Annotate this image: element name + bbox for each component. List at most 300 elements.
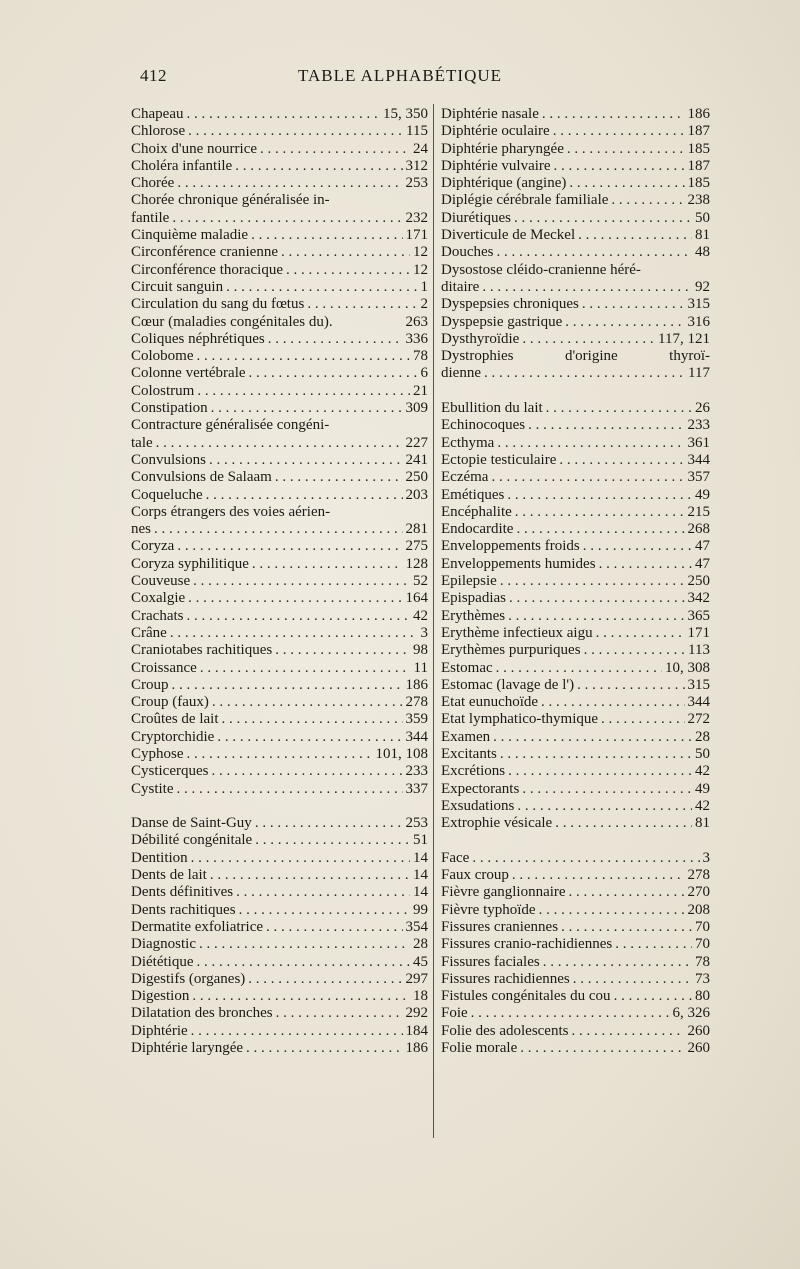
page-reference: 78 bbox=[413, 348, 428, 365]
dot-leader bbox=[496, 660, 662, 677]
index-term: Enveloppements humides bbox=[441, 555, 596, 572]
page-reference: 270 bbox=[687, 884, 710, 901]
page-reference: 316 bbox=[687, 313, 710, 330]
index-term: Coryza syphilitique bbox=[131, 555, 249, 572]
dot-leader bbox=[546, 400, 692, 417]
index-term: Choléra infantile bbox=[131, 157, 233, 174]
dot-leader bbox=[177, 175, 402, 192]
index-term: Cyphose bbox=[131, 745, 184, 762]
index-entry bbox=[131, 538, 428, 555]
index-entry bbox=[131, 815, 428, 832]
index-entry bbox=[441, 988, 710, 1005]
dot-leader bbox=[539, 902, 685, 919]
page-reference: 21 bbox=[413, 382, 428, 399]
index-term: Diphtérie bbox=[131, 1022, 188, 1039]
index-entry bbox=[131, 383, 428, 400]
page-reference: 309 bbox=[405, 400, 428, 417]
dot-leader bbox=[255, 815, 403, 832]
index-term: Chlorose bbox=[131, 123, 186, 140]
page-reference: 52 bbox=[413, 573, 428, 590]
page-reference: 208 bbox=[687, 901, 710, 918]
index-entry bbox=[441, 435, 710, 452]
index-entry bbox=[131, 348, 428, 365]
dot-leader bbox=[528, 417, 684, 434]
index-term: Erythème infectieux aigu bbox=[441, 624, 593, 641]
index-entry-continued: Dystrophies d'origine thyroï- bbox=[441, 348, 710, 365]
dot-leader bbox=[599, 556, 692, 573]
page-reference: 187 bbox=[687, 157, 710, 174]
dot-leader bbox=[209, 452, 402, 469]
dot-leader bbox=[191, 850, 410, 867]
dot-leader bbox=[573, 971, 692, 988]
index-entry bbox=[131, 729, 428, 746]
page-reference: 18 bbox=[413, 988, 428, 1005]
index-entry bbox=[441, 227, 710, 244]
page-reference: 171 bbox=[687, 624, 710, 641]
dot-leader bbox=[577, 677, 684, 694]
index-entry bbox=[441, 1023, 710, 1040]
page-reference: 11 bbox=[413, 659, 428, 676]
page-reference: 315 bbox=[687, 296, 710, 313]
dot-leader bbox=[221, 711, 402, 728]
index-entry bbox=[131, 746, 428, 763]
index-entry bbox=[441, 487, 710, 504]
index-entry bbox=[441, 729, 710, 746]
page-reference: 253 bbox=[405, 815, 428, 832]
page-reference: 113 bbox=[688, 642, 710, 659]
index-term: Dentition bbox=[131, 849, 188, 866]
dot-leader bbox=[500, 573, 685, 590]
index-term: Croûtes de lait bbox=[131, 711, 219, 728]
page-reference: 260 bbox=[687, 1022, 710, 1039]
dot-leader bbox=[516, 521, 684, 538]
dot-leader bbox=[211, 400, 403, 417]
index-entry bbox=[441, 573, 710, 590]
index-entry bbox=[441, 314, 710, 331]
index-term: Débilité congénitale bbox=[131, 832, 253, 849]
dot-leader bbox=[611, 192, 684, 209]
page-reference: 15, 350 bbox=[383, 106, 428, 122]
dot-leader bbox=[248, 971, 402, 988]
dot-leader bbox=[197, 383, 410, 400]
index-term: Erythèmes purpuriques bbox=[441, 642, 581, 659]
index-term: Cystite bbox=[131, 780, 174, 797]
dot-leader bbox=[154, 521, 403, 538]
page-reference: 3 bbox=[420, 624, 428, 641]
index-term: Diphtérie oculaire bbox=[441, 123, 550, 140]
index-entry bbox=[441, 677, 710, 694]
index-term: Dyspepsie gastrique bbox=[441, 313, 563, 330]
index-entry bbox=[441, 625, 710, 642]
index-entry bbox=[441, 1040, 710, 1057]
page-reference: 47 bbox=[695, 538, 710, 555]
dot-leader bbox=[226, 279, 417, 296]
index-entry bbox=[441, 365, 710, 382]
index-entry bbox=[131, 521, 428, 538]
index-entry bbox=[441, 279, 710, 296]
page-reference: 272 bbox=[687, 711, 710, 728]
dot-leader bbox=[500, 746, 692, 763]
dot-leader bbox=[200, 660, 411, 677]
index-term: Ectopie testiculaire bbox=[441, 451, 557, 468]
index-term: Coxalgie bbox=[131, 590, 186, 607]
index-term: Colostrum bbox=[131, 382, 195, 399]
index-entry bbox=[131, 867, 428, 884]
index-entry bbox=[441, 815, 710, 832]
index-entry bbox=[441, 919, 710, 936]
dot-leader bbox=[235, 158, 402, 175]
index-term: Convulsions de Salaam bbox=[131, 469, 272, 486]
index-entry bbox=[131, 608, 428, 625]
dot-leader bbox=[553, 123, 685, 140]
page-reference: 70 bbox=[695, 918, 710, 935]
dot-leader bbox=[156, 435, 403, 452]
index-term: Extrophie vésicale bbox=[441, 815, 553, 832]
page-reference: 92 bbox=[695, 278, 710, 295]
index-entry bbox=[131, 677, 428, 694]
index-term: Emétiques bbox=[441, 486, 505, 503]
index-term: Fièvre typhoïde bbox=[441, 901, 536, 918]
dot-leader bbox=[266, 919, 402, 936]
index-entry bbox=[441, 469, 710, 486]
dot-leader bbox=[484, 365, 685, 382]
index-entry bbox=[131, 850, 428, 867]
page-reference: 312 bbox=[405, 157, 428, 174]
index-entry bbox=[441, 711, 710, 728]
index-term: Couveuse bbox=[131, 573, 191, 590]
page-reference: 49 bbox=[695, 780, 710, 797]
index-entry bbox=[441, 192, 710, 209]
index-entry bbox=[131, 469, 428, 486]
dot-leader bbox=[172, 677, 403, 694]
page-reference: 281 bbox=[405, 521, 428, 538]
index-entry bbox=[131, 400, 428, 417]
page-reference: 186 bbox=[405, 676, 428, 693]
dot-leader bbox=[177, 538, 402, 555]
index-term: Dents de lait bbox=[131, 867, 207, 884]
dot-leader bbox=[177, 781, 403, 798]
index-entry bbox=[131, 487, 428, 504]
page-reference: 184 bbox=[405, 1022, 428, 1039]
page-reference: 260 bbox=[687, 1040, 710, 1057]
index-entry bbox=[131, 660, 428, 677]
index-entry bbox=[131, 435, 428, 452]
dot-leader bbox=[508, 608, 684, 625]
index-entry bbox=[441, 642, 710, 659]
page-reference: 6 bbox=[420, 365, 428, 382]
index-term: Cysticerques bbox=[131, 763, 209, 780]
dot-leader bbox=[239, 902, 410, 919]
dot-leader bbox=[186, 608, 410, 625]
index-term: Circulation du sang du fœtus bbox=[131, 296, 305, 313]
page-reference: 344 bbox=[405, 728, 428, 745]
index-term: Dysthyroïdie bbox=[441, 330, 520, 347]
page-reference: 80 bbox=[695, 988, 710, 1005]
index-entry bbox=[131, 694, 428, 711]
page-reference: 227 bbox=[405, 434, 428, 451]
index-entry bbox=[441, 763, 710, 780]
dot-leader bbox=[186, 106, 380, 123]
index-term: Diphtérie laryngée bbox=[131, 1040, 244, 1057]
index-term: Dents rachitiques bbox=[131, 901, 236, 918]
page-reference: 48 bbox=[695, 244, 710, 261]
dot-leader bbox=[508, 763, 692, 780]
index-entry bbox=[441, 417, 710, 434]
index-entry bbox=[441, 400, 710, 417]
index-entry bbox=[131, 106, 428, 123]
dot-leader bbox=[517, 798, 692, 815]
dot-leader bbox=[281, 244, 410, 261]
page-reference: 1 bbox=[420, 278, 428, 295]
dot-leader bbox=[187, 746, 373, 763]
dot-leader bbox=[522, 331, 655, 348]
index-entry bbox=[131, 279, 428, 296]
index-term: Enveloppements froids bbox=[441, 538, 580, 555]
index-entry bbox=[131, 625, 428, 642]
dot-leader bbox=[199, 936, 410, 953]
dot-leader bbox=[515, 504, 685, 521]
index-term: Diététique bbox=[131, 953, 194, 970]
dot-leader bbox=[615, 936, 692, 953]
dot-leader bbox=[514, 210, 692, 227]
page-reference: 117, 121 bbox=[658, 330, 710, 347]
page-reference: 6, 326 bbox=[672, 1005, 710, 1022]
index-term: Chorée bbox=[131, 175, 175, 192]
index-entry bbox=[131, 365, 428, 382]
page-reference: 278 bbox=[687, 867, 710, 884]
index-entry bbox=[131, 832, 428, 849]
index-entry bbox=[441, 210, 710, 227]
dot-leader bbox=[193, 573, 410, 590]
dot-leader bbox=[522, 781, 692, 798]
dot-leader bbox=[578, 227, 692, 244]
page-reference: 10, 308 bbox=[665, 659, 710, 676]
dot-leader bbox=[236, 884, 410, 901]
index-term: Etat eunuchoïde bbox=[441, 694, 539, 711]
index-term: Fièvre ganglionnaire bbox=[441, 884, 566, 901]
index-entry bbox=[441, 954, 710, 971]
page-reference: 2 bbox=[420, 296, 428, 313]
dot-leader bbox=[307, 296, 417, 313]
page-reference: 357 bbox=[687, 469, 710, 486]
page-reference: 241 bbox=[405, 451, 428, 468]
index-entry bbox=[441, 106, 710, 123]
page-reference: 336 bbox=[405, 330, 428, 347]
page-reference: 3 bbox=[702, 849, 710, 866]
index-term: Diphtérie vulvaire bbox=[441, 157, 551, 174]
page-reference: 171 bbox=[405, 227, 428, 244]
index-term: Diphtérie nasale bbox=[441, 106, 539, 122]
index-term: Diphtérique (angine) bbox=[441, 175, 567, 192]
index-entry bbox=[131, 1005, 428, 1022]
page-reference: 28 bbox=[413, 936, 428, 953]
index-term: Excrétions bbox=[441, 763, 506, 780]
index-term: Crachats bbox=[131, 607, 184, 624]
index-entry-continued: Contracture généralisée congéni- bbox=[131, 417, 330, 434]
index-term: Danse de Saint-Guy bbox=[131, 815, 252, 832]
index-term: fantile bbox=[131, 209, 170, 226]
page-reference: 278 bbox=[405, 694, 428, 711]
page-reference: 47 bbox=[695, 555, 710, 572]
index-entry bbox=[131, 158, 428, 175]
dot-leader bbox=[583, 538, 692, 555]
index-entry bbox=[441, 884, 710, 901]
page-reference: 365 bbox=[687, 607, 710, 624]
index-term: Colonne vertébrale bbox=[131, 365, 246, 382]
dot-leader bbox=[565, 314, 684, 331]
dot-leader bbox=[543, 954, 692, 971]
index-term: Epispadias bbox=[441, 590, 506, 607]
dot-leader bbox=[251, 227, 402, 244]
index-term: Circonférence cranienne bbox=[131, 244, 278, 261]
index-term: Encéphalite bbox=[441, 503, 512, 520]
page-reference: 73 bbox=[695, 970, 710, 987]
index-entry bbox=[441, 141, 710, 158]
index-term: Fissures faciales bbox=[441, 953, 540, 970]
index-entry bbox=[131, 1040, 428, 1057]
page-number: 412 bbox=[140, 66, 167, 85]
dot-leader bbox=[217, 729, 402, 746]
dot-leader bbox=[472, 850, 699, 867]
index-term: Fissures rachidiennes bbox=[441, 970, 570, 987]
page-reference: 12 bbox=[413, 244, 428, 261]
index-term: Epilepsie bbox=[441, 573, 497, 590]
page-reference: 186 bbox=[405, 1040, 428, 1057]
dot-leader bbox=[614, 988, 692, 1005]
dot-leader bbox=[507, 487, 692, 504]
index-term: Diplégie cérébrale familiale bbox=[441, 192, 609, 209]
page-reference: 354 bbox=[405, 918, 428, 935]
page-reference: 268 bbox=[687, 521, 710, 538]
dot-leader bbox=[249, 365, 418, 382]
page-reference: 81 bbox=[695, 227, 710, 244]
index-entry bbox=[131, 763, 428, 780]
dot-leader bbox=[275, 469, 403, 486]
dot-leader bbox=[555, 815, 692, 832]
page-reference: 42 bbox=[695, 763, 710, 780]
index-term: Folie morale bbox=[441, 1040, 518, 1057]
index-term: Examen bbox=[441, 728, 491, 745]
index-term: Eczéma bbox=[441, 469, 489, 486]
dot-leader bbox=[260, 141, 410, 158]
page-reference: 253 bbox=[405, 175, 428, 192]
dot-leader bbox=[246, 1040, 402, 1057]
index-entry bbox=[131, 902, 428, 919]
index-entry bbox=[131, 781, 428, 798]
index-term: Dents définitives bbox=[131, 884, 234, 901]
index-term: Diverticule de Meckel bbox=[441, 227, 576, 244]
index-term: nes bbox=[131, 521, 151, 538]
dot-leader bbox=[601, 711, 684, 728]
page-reference: 203 bbox=[405, 486, 428, 503]
dot-leader bbox=[509, 590, 685, 607]
column-divider bbox=[433, 104, 434, 1138]
index-entry bbox=[441, 867, 710, 884]
index-term: Choix d'une nourrice bbox=[131, 140, 258, 157]
index-term: tale bbox=[131, 434, 153, 451]
page-reference: 24 bbox=[413, 140, 428, 157]
index-entry bbox=[131, 141, 428, 158]
dot-leader bbox=[491, 469, 684, 486]
dot-leader bbox=[276, 1005, 403, 1022]
index-entry-continued: Chorée chronique généralisée in- bbox=[131, 192, 330, 209]
page-reference: 50 bbox=[695, 209, 710, 226]
index-term: Foie bbox=[441, 1005, 468, 1022]
index-entry bbox=[131, 296, 428, 313]
dot-leader bbox=[493, 729, 692, 746]
dot-leader bbox=[188, 123, 403, 140]
dot-leader bbox=[582, 296, 685, 313]
page-reference: 297 bbox=[405, 970, 428, 987]
index-term: Cœur (maladies congénitales du). bbox=[131, 313, 333, 330]
index-entry bbox=[441, 746, 710, 763]
dot-leader bbox=[255, 832, 410, 849]
index-entry bbox=[131, 988, 428, 1005]
index-entry bbox=[131, 919, 428, 936]
index-term: Coryza bbox=[131, 538, 175, 555]
dot-leader bbox=[188, 590, 402, 607]
index-entry bbox=[131, 642, 428, 659]
page-reference: 98 bbox=[413, 642, 428, 659]
page-reference: 215 bbox=[687, 503, 710, 520]
dot-leader bbox=[541, 694, 684, 711]
page-reference: 14 bbox=[413, 867, 428, 884]
index-term: Fissures cranio-rachidiennes bbox=[441, 936, 613, 953]
index-column-left bbox=[131, 106, 428, 1057]
index-term: Croissance bbox=[131, 659, 197, 676]
page-reference: 51 bbox=[413, 832, 428, 849]
index-entry bbox=[441, 694, 710, 711]
page-reference: 233 bbox=[405, 763, 428, 780]
dot-leader bbox=[482, 279, 692, 296]
page-reference: 128 bbox=[405, 555, 428, 572]
index-term: Croup (faux) bbox=[131, 694, 209, 711]
index-entry bbox=[131, 244, 428, 261]
dot-leader bbox=[211, 763, 402, 780]
page-reference: 342 bbox=[687, 590, 710, 607]
index-term: Crâne bbox=[131, 624, 167, 641]
page-reference: 28 bbox=[695, 728, 710, 745]
index-entry bbox=[441, 296, 710, 313]
index-term: Expectorants bbox=[441, 780, 520, 797]
dot-leader bbox=[252, 556, 403, 573]
index-term: Craniotabes rachitiques bbox=[131, 642, 273, 659]
dot-leader bbox=[584, 642, 685, 659]
index-entry bbox=[131, 227, 428, 244]
index-term: Dermatite exfoliatrice bbox=[131, 918, 264, 935]
page-reference: 263 bbox=[405, 313, 428, 330]
dot-leader bbox=[512, 867, 685, 884]
page-reference: 164 bbox=[405, 590, 428, 607]
index-term: Cryptorchidie bbox=[131, 728, 215, 745]
running-title: TABLE ALPHABÉTIQUE bbox=[297, 66, 503, 85]
index-term: Colobome bbox=[131, 348, 194, 365]
page-reference: 49 bbox=[695, 486, 710, 503]
page-reference: 78 bbox=[695, 953, 710, 970]
page-reference: 359 bbox=[405, 711, 428, 728]
page-reference: 238 bbox=[687, 192, 710, 209]
page-reference: 42 bbox=[695, 797, 710, 814]
index-term: Coqueluche bbox=[131, 486, 203, 503]
dot-leader bbox=[471, 1005, 670, 1022]
page-reference: 115 bbox=[406, 123, 428, 140]
index-term: Estomac bbox=[441, 659, 493, 676]
index-entry bbox=[441, 452, 710, 469]
page-reference: 275 bbox=[405, 538, 428, 555]
index-entry bbox=[131, 556, 428, 573]
index-term: Ebullition du lait bbox=[441, 400, 543, 417]
index-entry bbox=[131, 123, 428, 140]
